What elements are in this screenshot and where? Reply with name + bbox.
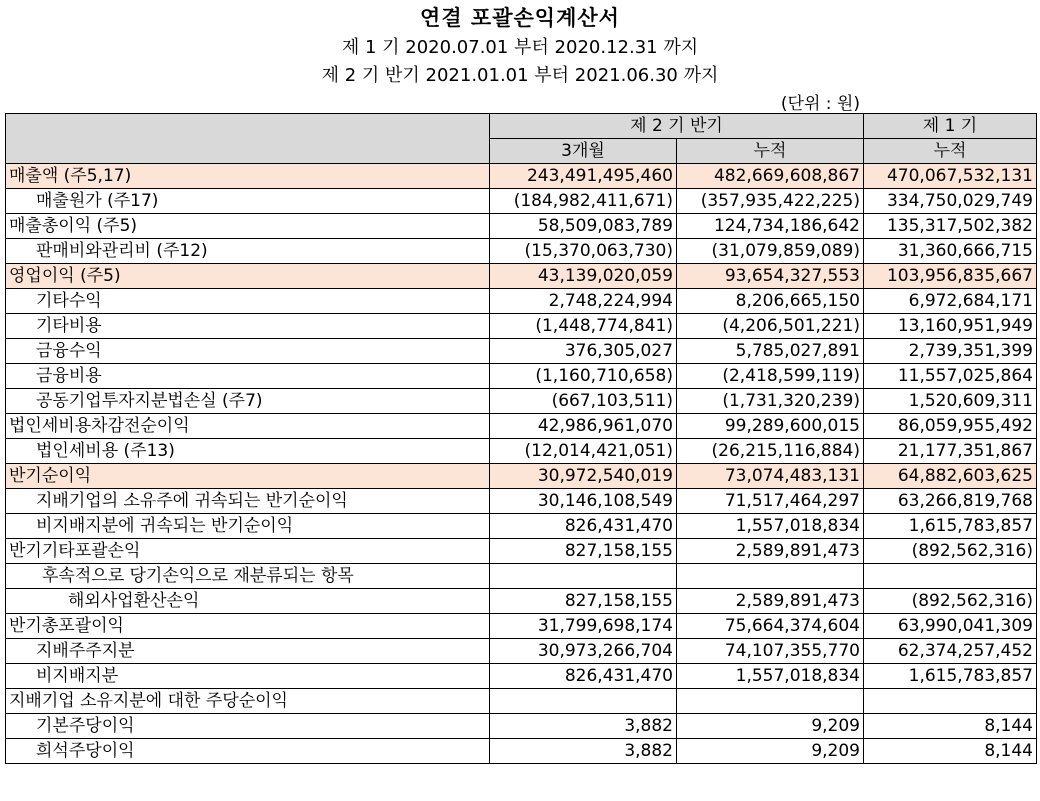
- value-cumulative: 9,209: [677, 739, 864, 764]
- row-label: 기본주당이익: [6, 714, 490, 739]
- table-row: [6, 214, 1037, 239]
- row-label: 영업이익 (주5): [6, 264, 490, 289]
- row-label: 법인세비용 (주13): [6, 439, 490, 464]
- value-prior-cumulative: 1,615,783,857: [864, 664, 1037, 689]
- period-prior: 제 1 기 2020.07.01 부터 2020.12.31 까지: [341, 37, 699, 58]
- header-cumulative: 누적: [677, 139, 864, 164]
- value-3months: 3,882: [490, 739, 677, 764]
- table-row: [6, 614, 1037, 639]
- value-3months: 30,146,108,549: [490, 489, 677, 514]
- value-cumulative: 93,654,327,553: [677, 264, 864, 289]
- value-cumulative: 8,206,665,150: [677, 289, 864, 314]
- row-label: 지배기업의 소유주에 귀속되는 반기순이익: [6, 489, 490, 514]
- value-3months: [490, 564, 677, 589]
- value-3months: (184,982,411,671): [490, 189, 677, 214]
- row-label: 지배기업 소유지분에 대한 주당순이익: [6, 689, 490, 714]
- value-3months: 30,972,540,019: [490, 464, 677, 489]
- value-3months: 376,305,027: [490, 339, 677, 364]
- row-label: 비지배지분에 귀속되는 반기순이익: [6, 514, 490, 539]
- value-prior-cumulative: 63,266,819,768: [864, 489, 1037, 514]
- value-prior-cumulative: 334,750,029,749: [864, 189, 1037, 214]
- row-label: 금융비용: [6, 364, 490, 389]
- table-row: [6, 714, 1037, 739]
- row-label: 법인세비용차감전순이익: [6, 414, 490, 439]
- row-label: 매출총이익 (주5): [6, 214, 490, 239]
- value-prior-cumulative: 11,557,025,864: [864, 364, 1037, 389]
- value-prior-cumulative: 135,317,502,382: [864, 214, 1037, 239]
- value-3months: 43,139,020,059: [490, 264, 677, 289]
- value-3months: (667,103,511): [490, 389, 677, 414]
- value-3months: 31,799,698,174: [490, 614, 677, 639]
- income-statement-table: [5, 113, 1037, 764]
- header-3months: 3개월: [490, 139, 677, 164]
- row-label: 반기총포괄이익: [6, 614, 490, 639]
- value-cumulative: (1,731,320,239): [677, 389, 864, 414]
- value-3months: (1,448,774,841): [490, 314, 677, 339]
- value-prior-cumulative: (892,562,316): [864, 539, 1037, 564]
- row-label: 매출액 (주5,17): [6, 164, 490, 189]
- value-3months: 42,986,961,070: [490, 414, 677, 439]
- row-label: 지배주주지분: [6, 639, 490, 664]
- unit-label: (단위 : 원): [780, 94, 860, 114]
- table-row: [6, 164, 1037, 189]
- row-label: 공동기업투자지분법손실 (주7): [6, 389, 490, 414]
- table-row: [6, 589, 1037, 614]
- header-group-current: 제 2 기 반기: [490, 114, 864, 139]
- table-row: [6, 314, 1037, 339]
- statement-title: 연결 포괄손익계산서: [420, 6, 620, 30]
- value-3months: 826,431,470: [490, 514, 677, 539]
- value-cumulative: 75,664,374,604: [677, 614, 864, 639]
- header-corner: [6, 114, 490, 164]
- value-cumulative: [677, 564, 864, 589]
- row-label: 해외사업환산손익: [6, 589, 490, 614]
- value-prior-cumulative: 103,956,835,667: [864, 264, 1037, 289]
- value-prior-cumulative: 1,520,609,311: [864, 389, 1037, 414]
- value-cumulative: 9,209: [677, 714, 864, 739]
- table-row: [6, 564, 1037, 589]
- table-row: [6, 264, 1037, 289]
- value-prior-cumulative: 8,144: [864, 739, 1037, 764]
- row-label: 판매비와관리비 (주12): [6, 239, 490, 264]
- row-label: 후속적으로 당기손익으로 재분류되는 항목: [6, 564, 490, 589]
- value-cumulative: 2,589,891,473: [677, 539, 864, 564]
- value-prior-cumulative: (892,562,316): [864, 589, 1037, 614]
- row-label: 반기순이익: [6, 464, 490, 489]
- value-3months: 2,748,224,994: [490, 289, 677, 314]
- table-row: [6, 189, 1037, 214]
- value-cumulative: 73,074,483,131: [677, 464, 864, 489]
- table-row: [6, 289, 1037, 314]
- value-prior-cumulative: 62,374,257,452: [864, 639, 1037, 664]
- row-label: 비지배지분: [6, 664, 490, 689]
- table-row: [6, 489, 1037, 514]
- value-prior-cumulative: 13,160,951,949: [864, 314, 1037, 339]
- table-row: [6, 539, 1037, 564]
- value-prior-cumulative: [864, 689, 1037, 714]
- value-prior-cumulative: 64,882,603,625: [864, 464, 1037, 489]
- value-cumulative: 5,785,027,891: [677, 339, 864, 364]
- table-row: [6, 239, 1037, 264]
- table-row: [6, 664, 1037, 689]
- row-label: 금융수익: [6, 339, 490, 364]
- header-group-prior: 제 1 기: [864, 114, 1037, 139]
- value-cumulative: (31,079,859,089): [677, 239, 864, 264]
- value-prior-cumulative: 1,615,783,857: [864, 514, 1037, 539]
- value-cumulative: (2,418,599,119): [677, 364, 864, 389]
- value-3months: 827,158,155: [490, 539, 677, 564]
- value-3months: 826,431,470: [490, 664, 677, 689]
- value-3months: (12,014,421,051): [490, 439, 677, 464]
- value-prior-cumulative: 86,059,955,492: [864, 414, 1037, 439]
- value-cumulative: 1,557,018,834: [677, 664, 864, 689]
- table-row: [6, 464, 1037, 489]
- value-3months: 243,491,495,460: [490, 164, 677, 189]
- header-prior-cumulative: 누적: [864, 139, 1037, 164]
- row-label: 기타비용: [6, 314, 490, 339]
- value-cumulative: 2,589,891,473: [677, 589, 864, 614]
- value-cumulative: 482,669,608,867: [677, 164, 864, 189]
- value-prior-cumulative: 2,739,351,399: [864, 339, 1037, 364]
- table-row: [6, 364, 1037, 389]
- row-label: 반기기타포괄손익: [6, 539, 490, 564]
- value-prior-cumulative: [864, 564, 1037, 589]
- value-prior-cumulative: 6,972,684,171: [864, 289, 1037, 314]
- value-cumulative: 74,107,355,770: [677, 639, 864, 664]
- value-prior-cumulative: 31,360,666,715: [864, 239, 1037, 264]
- row-label: 기타수익: [6, 289, 490, 314]
- value-3months: (1,160,710,658): [490, 364, 677, 389]
- table-row: [6, 514, 1037, 539]
- value-cumulative: 99,289,600,015: [677, 414, 864, 439]
- value-cumulative: [677, 689, 864, 714]
- value-3months: (15,370,063,730): [490, 239, 677, 264]
- value-3months: [490, 689, 677, 714]
- table-row: [6, 639, 1037, 664]
- value-3months: 30,973,266,704: [490, 639, 677, 664]
- table-row: [6, 689, 1037, 714]
- value-cumulative: (357,935,422,225): [677, 189, 864, 214]
- table-row: [6, 439, 1037, 464]
- value-3months: 3,882: [490, 714, 677, 739]
- value-prior-cumulative: 21,177,351,867: [864, 439, 1037, 464]
- value-3months: 827,158,155: [490, 589, 677, 614]
- value-prior-cumulative: 63,990,041,309: [864, 614, 1037, 639]
- table-row: [6, 739, 1037, 764]
- row-label: 매출원가 (주17): [6, 189, 490, 214]
- value-3months: 58,509,083,789: [490, 214, 677, 239]
- table-row: [6, 389, 1037, 414]
- value-cumulative: 124,734,186,642: [677, 214, 864, 239]
- table-row: [6, 339, 1037, 364]
- value-cumulative: 71,517,464,297: [677, 489, 864, 514]
- row-label: 희석주당이익: [6, 739, 490, 764]
- value-cumulative: (4,206,501,221): [677, 314, 864, 339]
- period-current: 제 2 기 반기 2021.01.01 부터 2021.06.30 까지: [321, 65, 719, 86]
- table-row: [6, 414, 1037, 439]
- value-cumulative: (26,215,116,884): [677, 439, 864, 464]
- value-prior-cumulative: 470,067,532,131: [864, 164, 1037, 189]
- value-cumulative: 1,557,018,834: [677, 514, 864, 539]
- value-prior-cumulative: 8,144: [864, 714, 1037, 739]
